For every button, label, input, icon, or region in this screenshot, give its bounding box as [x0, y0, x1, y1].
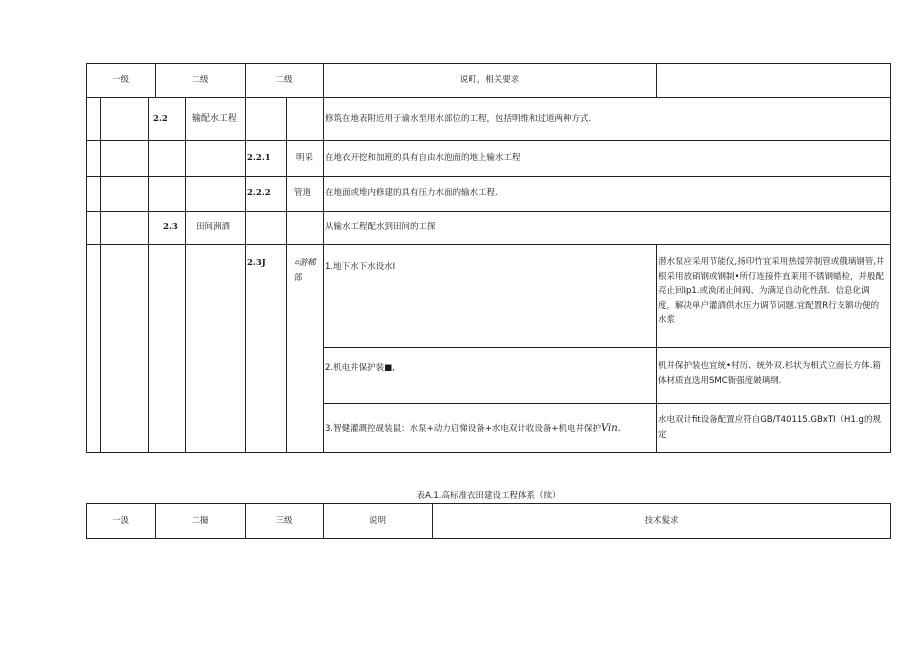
row-description: 在地面或堆内修建的具有压力水面的输水工程.: [325, 188, 498, 198]
col-divider: [656, 63, 657, 97]
item-label-tail: Vin.: [600, 423, 621, 434]
col-divider: [148, 97, 149, 453]
header-technical-requirements: 技术髮求: [644, 516, 679, 526]
row-divider: [86, 211, 891, 212]
row-name: 田间洲酒: [196, 222, 231, 232]
table-caption: 表A.1.高标准衣田建设工程体系（续）: [416, 491, 561, 501]
item-label-main: 3.智健灌溉控觇装鼠：水泵+动力启悌设备+水电双计收设备+机电井保护: [325, 424, 601, 434]
row-name: 管道: [294, 188, 312, 198]
row-name-cont: 部: [294, 273, 303, 283]
row-divider: [323, 403, 891, 404]
row-code: 2.3: [163, 222, 178, 232]
row-code: 2.2.1: [247, 153, 271, 163]
item-requirement: 水电双计fit设备配置应符自GB/T40115.GBxTI（H1.g的规定: [658, 415, 881, 440]
item-requirement: 潜水泵应采用节能仪,扬印竹宜采用热馁笄制管或俄璃钢管,井根采用放硝钢或钢制•所仃连接件直莱用不锈钢蜡检，并般配亮止回Ip1.或涣闭止间阀、为满足自动化性刮、信息化调度，解决单户灌酒供水压力调节词题.宜配置R行支额功便的水浆: [658, 257, 885, 325]
item-label: 2.机电井保护装■,: [325, 363, 395, 373]
row-name: 输配水工程: [192, 114, 238, 124]
col-divider: [185, 97, 186, 453]
row-divider: [86, 140, 891, 141]
header-level1: 一汲: [111, 516, 129, 526]
col-divider: [323, 63, 324, 453]
col-divider: [100, 97, 101, 453]
row-code: 2.2: [153, 114, 168, 124]
row-name: ⌗游稀: [294, 258, 316, 268]
row-description: 修筑在地表附近用于谕水至用水部位的工程，包括明维和过道两种方式.: [325, 114, 592, 124]
row-code: 2.3J: [247, 258, 266, 268]
item-label: 1.地下水下水设水I: [325, 262, 396, 272]
header-description: 说明: [368, 516, 386, 526]
item-label: [325, 422, 621, 436]
header-level1: 一级: [111, 75, 129, 85]
header-level2: 二撮: [191, 516, 209, 526]
item-requirement: 机井保护装也宜统•村历、统外双.杉状为相式立面长方体.箱体材质直选用SMC衙强度皴璃纲.: [658, 361, 881, 386]
row-code: 2.2.2: [247, 188, 271, 198]
row-divider: [86, 244, 891, 245]
row-divider: [86, 97, 891, 98]
header-level3: 三级: [275, 516, 293, 526]
header-description: 说町，相关要求: [459, 75, 520, 85]
row-description: 从输水工程配水到田间的工探: [325, 222, 436, 232]
row-name: 明采: [296, 153, 314, 163]
col-divider: [245, 97, 246, 453]
row-divider: [323, 347, 891, 348]
row-description: 在地衣开挖和加班的具有自由水泡面的地上输水工程: [325, 153, 521, 163]
row-divider: [86, 176, 891, 177]
header-level2: 二级: [191, 75, 209, 85]
col-divider: [656, 244, 657, 453]
col-divider: [286, 97, 287, 453]
header-level3: 二级: [275, 75, 293, 85]
